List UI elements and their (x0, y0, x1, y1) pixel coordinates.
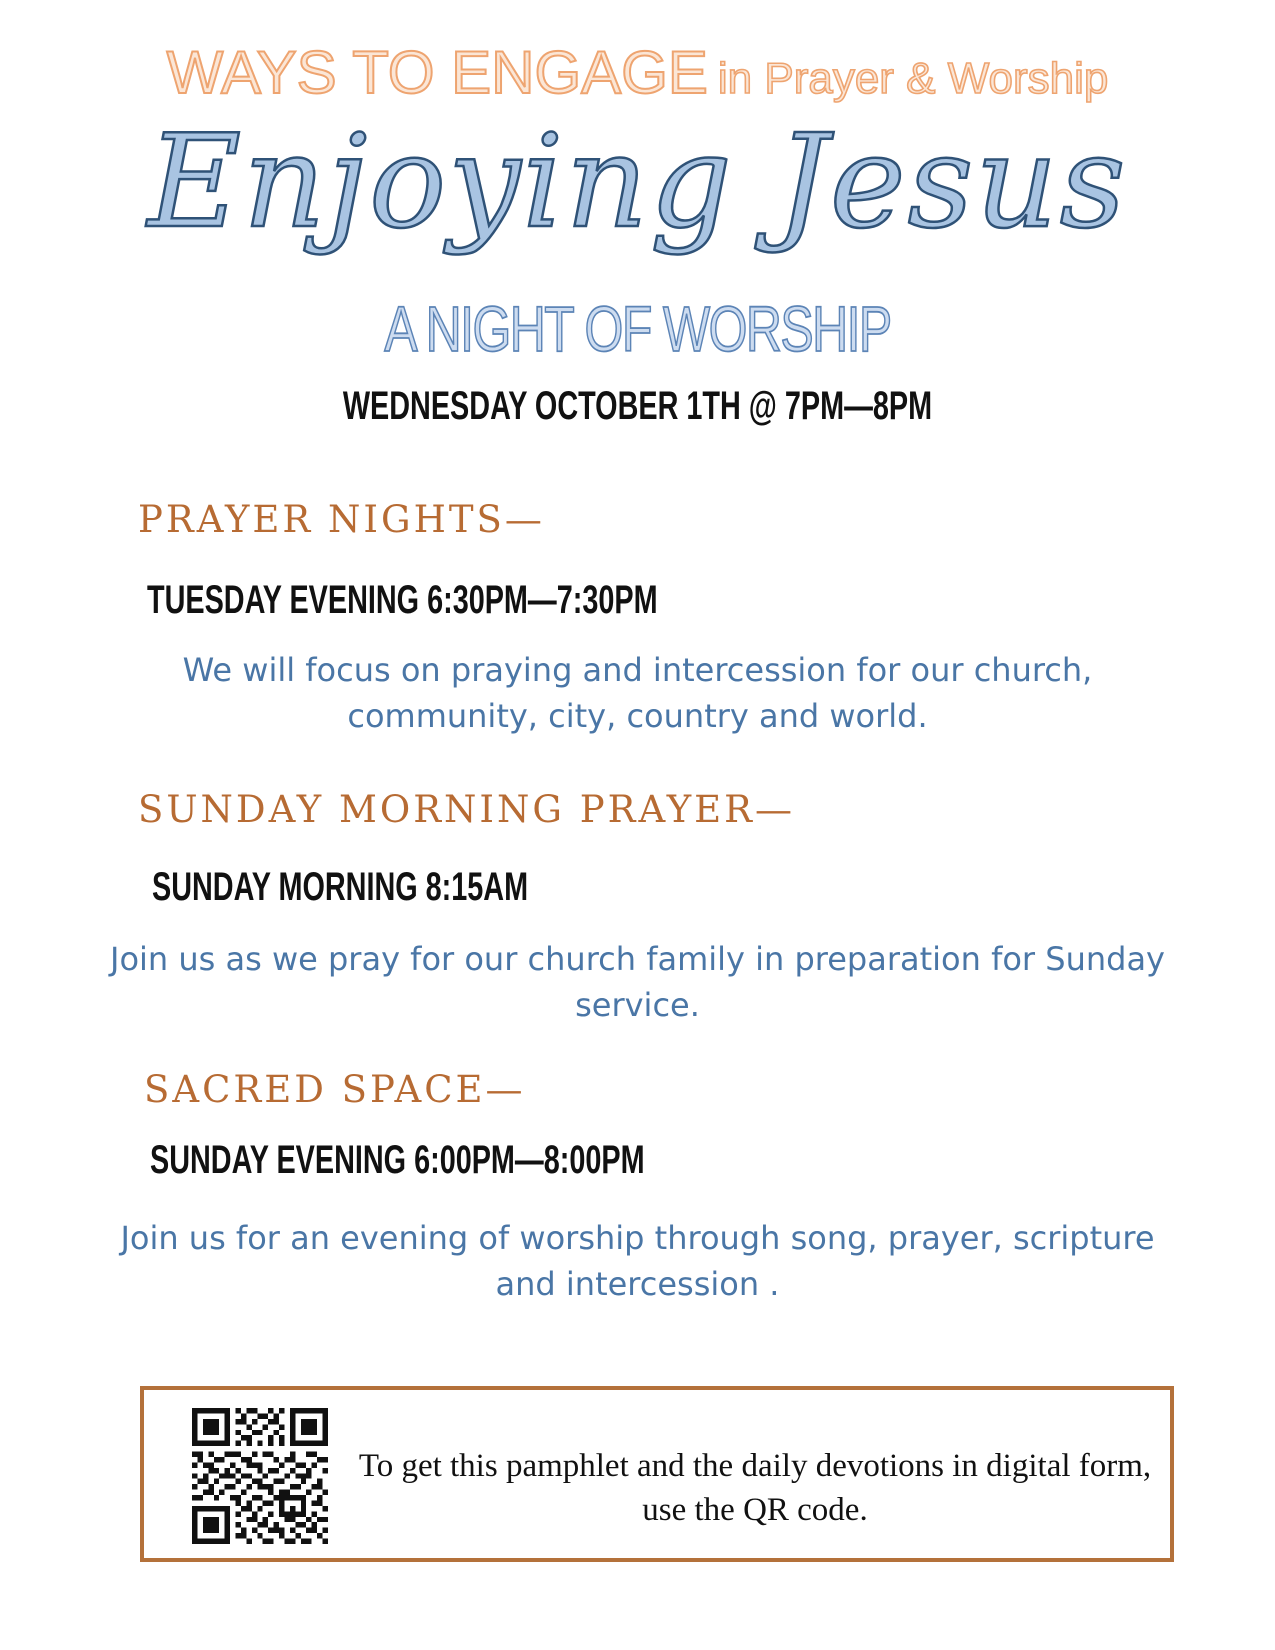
section-heading-sacred-space: SACRED SPACE— (144, 1068, 526, 1111)
footer-text: To get this pamphlet and the daily devotions in digital form, use the QR code. (358, 1448, 1152, 1528)
title-main: WAYS TO ENGAGE (166, 39, 708, 106)
description-sunday-morning: Join us as we pray for our church family in preparation for Sunday service. (110, 940, 1165, 1024)
section-heading-sunday-morning-prayer: SUNDAY MORNING PRAYER— (138, 788, 796, 831)
script-title: Enjoying Jesus (147, 108, 1128, 257)
description-prayer-nights: We will focus on praying and intercession for our church, community, city, country and world. (182, 651, 1093, 735)
event-subtitle: A NIGHT OF WORSHIP (384, 293, 891, 365)
schedule-sunday-morning: SUNDAY MORNING 8:15AM (152, 865, 529, 909)
footer-box (140, 1386, 1174, 1562)
schedule-sacred-space: SUNDAY EVENING 6:00PM—8:00PM (150, 1138, 645, 1182)
qr-code-icon[interactable] (192, 1408, 328, 1544)
description-sacred-space: Join us for an evening of worship through song, prayer, scripture and intercession . (120, 1219, 1155, 1303)
title-sub: in Prayer & Worship (717, 54, 1109, 103)
header-title (0, 38, 1275, 107)
section-heading-prayer-nights: PRAYER NIGHTS— (138, 498, 545, 541)
schedule-prayer-nights: TUESDAY EVENING 6:30PM—7:30PM (147, 578, 658, 622)
event-date: WEDNESDAY OCTOBER 1TH @ 7PM—8PM (342, 384, 933, 428)
